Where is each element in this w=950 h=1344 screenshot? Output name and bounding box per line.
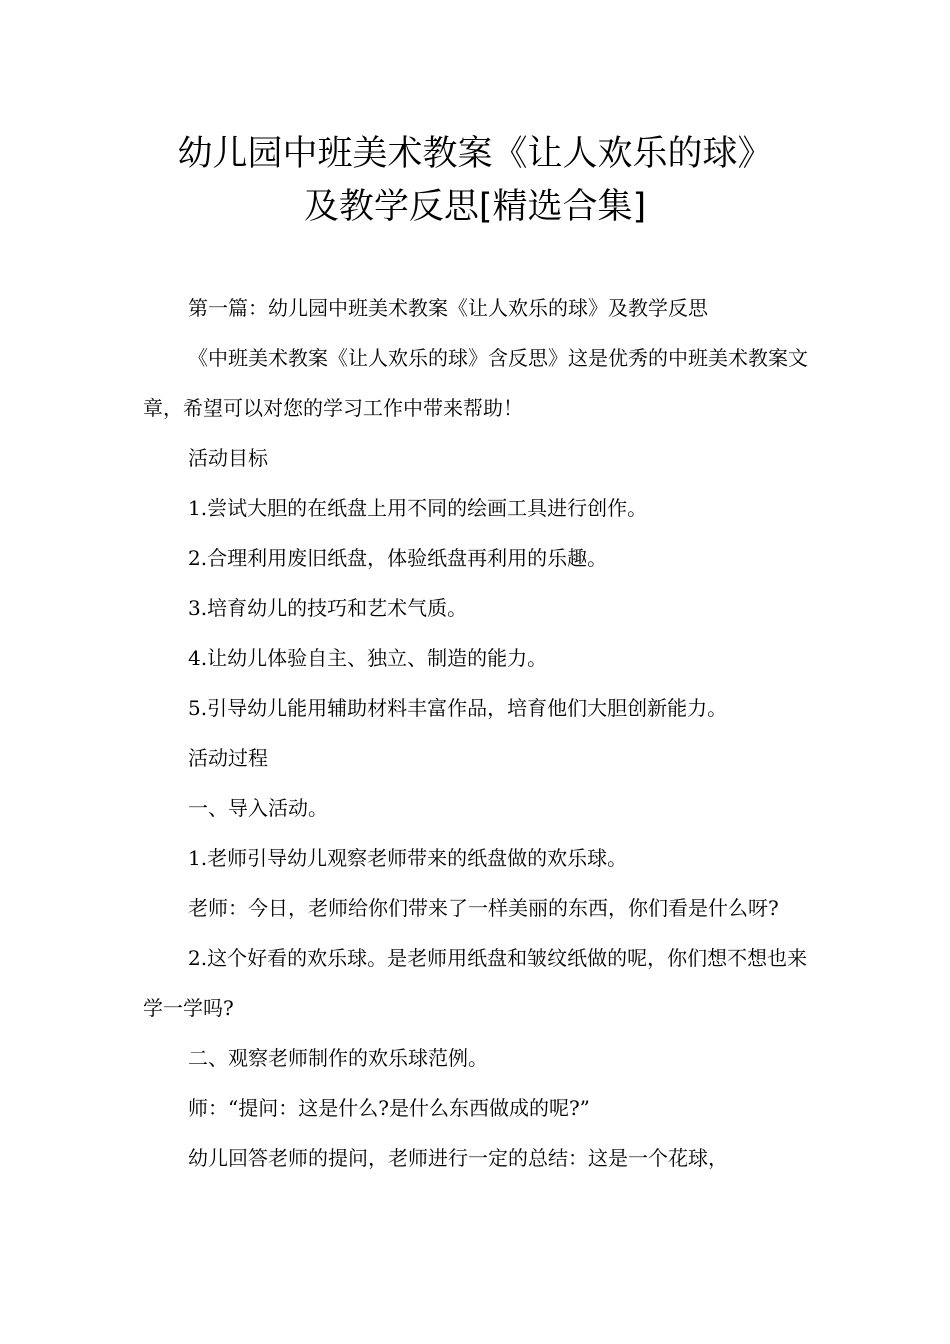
paragraph: 1.尝试大胆的在纸盘上用不同的绘画工具进行创作。 [188, 496, 648, 520]
paragraph: 1.老师引导幼儿观察老师带来的纸盘做的欢乐球。 [188, 846, 628, 870]
paragraph: 2.这个好看的欢乐球。是老师用纸盘和皱纹纸做的呢，你们想不想也来学一学吗? [143, 946, 808, 1020]
document-body [143, 283, 808, 1183]
paragraph: 3.培育幼儿的技巧和艺术气质。 [188, 596, 468, 620]
paragraph: 师：“提问：这是什么?是什么东西做成的呢?” [188, 1096, 590, 1120]
paragraph: 第一篇：幼儿园中班美术教案《让人欢乐的球》及教学反思 [188, 296, 708, 320]
paragraph: 一、导入活动。 [188, 796, 328, 820]
document-title-line-1: 幼儿园中班美术教案《让人欢乐的球》 [177, 134, 773, 174]
paragraph: 活动过程 [188, 746, 268, 770]
paragraph: 《中班美术教案《让人欢乐的球》含反思》这是优秀的中班美术教案文章，希望可以对您的学习工作中带来帮助！ [143, 346, 808, 420]
paragraph: 2.合理利用废旧纸盘，体验纸盘再利用的乐趣。 [188, 546, 608, 570]
paragraph: 活动目标 [188, 446, 268, 470]
document-title-line-2: 及教学反思[精选合集] [303, 187, 647, 227]
paragraph: 5.引导幼儿能用辅助材料丰富作品，培育他们大胆创新能力。 [188, 696, 728, 720]
paragraph: 4.让幼儿体验自主、独立、制造的能力。 [188, 646, 548, 670]
paragraph: 幼儿回答老师的提问，老师进行一定的总结：这是一个花球， [188, 1146, 728, 1170]
paragraph: 老师：今日，老师给你们带来了一样美丽的东西，你们看是什么呀? [188, 896, 779, 920]
paragraph: 二、观察老师制作的欢乐球范例。 [188, 1046, 488, 1070]
